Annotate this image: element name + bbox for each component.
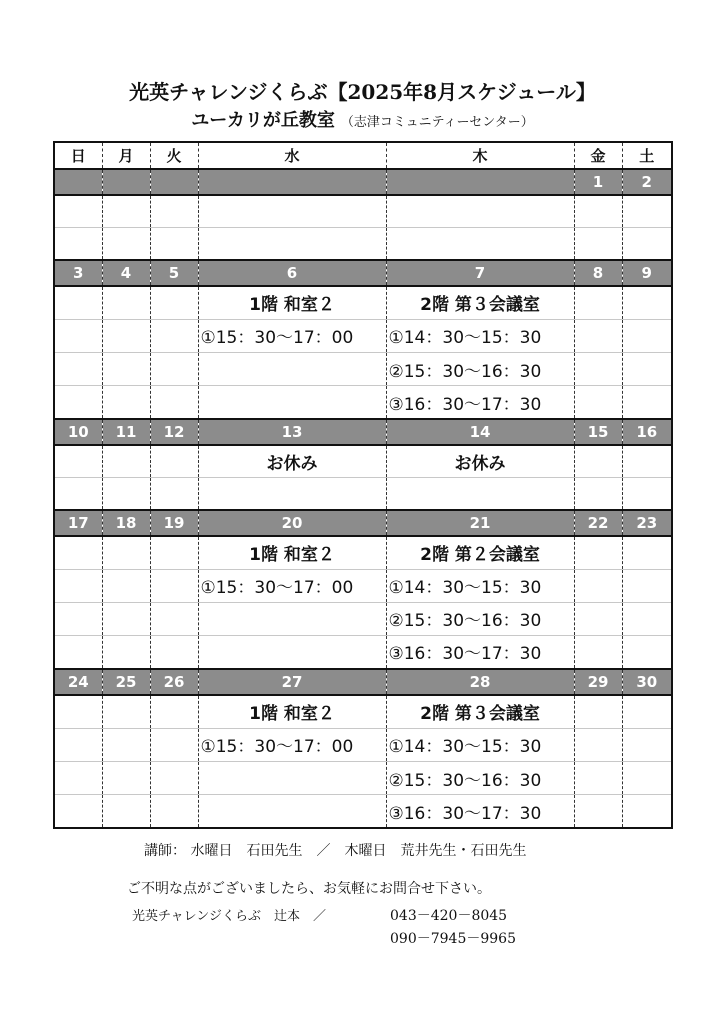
empty-cell <box>150 602 198 635</box>
date-cell: 14 <box>386 419 574 445</box>
wed-room-label: 1階 和室２ <box>198 695 386 728</box>
date-cell: 5 <box>150 260 198 286</box>
empty-cell <box>54 353 102 386</box>
empty-cell <box>574 477 622 509</box>
empty-cell <box>54 477 102 509</box>
date-cell: 20 <box>198 510 386 536</box>
empty-cell <box>54 319 102 352</box>
wed-session-time: ①15：30〜17：00 <box>198 728 386 761</box>
schedule-row <box>54 286 672 319</box>
dow-sat: 土 <box>622 142 672 169</box>
thu-session-time: ②15：30〜16：30 <box>386 761 574 794</box>
date-cell: 4 <box>102 260 150 286</box>
date-cell: 6 <box>198 260 386 286</box>
schedule-row <box>54 445 672 477</box>
empty-cell <box>198 386 386 419</box>
date-cell: 21 <box>386 510 574 536</box>
date-cell: 24 <box>54 669 102 695</box>
empty-cell <box>102 536 150 569</box>
empty-cell <box>198 228 386 260</box>
day-of-week-header <box>54 142 672 169</box>
empty-cell <box>574 795 622 828</box>
schedule-calendar <box>53 141 673 829</box>
empty-cell <box>102 319 150 352</box>
empty-cell <box>102 636 150 669</box>
empty-cell <box>574 386 622 419</box>
empty-cell <box>574 602 622 635</box>
date-cell: 9 <box>622 260 672 286</box>
empty-cell <box>150 569 198 602</box>
schedule-row <box>54 795 672 828</box>
thu-room-label <box>386 195 574 227</box>
date-cell: 18 <box>102 510 150 536</box>
contact-phone-2: 090－7945－9965 <box>390 931 516 947</box>
empty-cell <box>574 319 622 352</box>
date-row <box>54 260 672 286</box>
empty-cell <box>54 569 102 602</box>
date-cell: 13 <box>198 419 386 445</box>
date-cell: 27 <box>198 669 386 695</box>
date-cell: 30 <box>622 669 672 695</box>
empty-cell <box>54 536 102 569</box>
empty-cell <box>622 319 672 352</box>
date-cell: 19 <box>150 510 198 536</box>
empty-cell <box>150 195 198 227</box>
empty-cell <box>102 795 150 828</box>
date-cell: 7 <box>386 260 574 286</box>
date-cell: 17 <box>54 510 102 536</box>
schedule-title: 光英チャレンジくらぶ【2025年8月スケジュール】 <box>129 80 596 104</box>
thu-session-time: ③16：30〜17：30 <box>386 795 574 828</box>
wed-room-label: 1階 和室２ <box>198 286 386 319</box>
empty-cell <box>622 353 672 386</box>
empty-cell <box>102 195 150 227</box>
venue-name: （志津コミュニティーセンター） <box>340 115 534 130</box>
empty-cell <box>574 569 622 602</box>
empty-cell <box>574 728 622 761</box>
date-cell <box>150 169 198 195</box>
schedule-row <box>54 195 672 227</box>
empty-cell <box>622 761 672 794</box>
empty-cell <box>102 386 150 419</box>
empty-cell <box>54 728 102 761</box>
empty-cell <box>198 602 386 635</box>
empty-cell <box>102 695 150 728</box>
contact-name: 光英チャレンジくらぶ 辻本 ／ <box>132 909 326 924</box>
date-row <box>54 510 672 536</box>
schedule-row <box>54 228 672 260</box>
date-cell: 11 <box>102 419 150 445</box>
schedule-row <box>54 728 672 761</box>
empty-cell <box>150 286 198 319</box>
empty-cell <box>150 536 198 569</box>
empty-cell <box>102 569 150 602</box>
empty-cell <box>198 636 386 669</box>
schedule-row <box>54 477 672 509</box>
contact-phone-1: 043－420－8045 <box>390 908 508 924</box>
empty-cell <box>150 477 198 509</box>
dow-thu: 木 <box>386 142 574 169</box>
empty-cell <box>574 353 622 386</box>
empty-cell <box>150 636 198 669</box>
empty-cell <box>102 286 150 319</box>
date-cell: 29 <box>574 669 622 695</box>
empty-cell <box>54 386 102 419</box>
date-row <box>54 669 672 695</box>
thu-room-label: 2階 第３会議室 <box>386 286 574 319</box>
thu-room-label: 2階 第３会議室 <box>386 695 574 728</box>
empty-cell <box>622 536 672 569</box>
empty-cell <box>622 795 672 828</box>
thu-session-time: ①14：30〜15：30 <box>386 319 574 352</box>
empty-cell <box>198 477 386 509</box>
wed-room-label: お休み <box>198 445 386 477</box>
empty-cell <box>622 728 672 761</box>
schedule-row <box>54 536 672 569</box>
wed-room-label: 1階 和室２ <box>198 536 386 569</box>
schedule-row <box>54 602 672 635</box>
date-cell: 15 <box>574 419 622 445</box>
date-cell: 25 <box>102 669 150 695</box>
thu-room-label: お休み <box>386 445 574 477</box>
empty-cell <box>622 636 672 669</box>
instructors-note: 講師： 水曜日 石田先生 ／ 木曜日 荒井先生・石田先生 <box>144 843 527 859</box>
empty-cell <box>150 319 198 352</box>
empty-cell <box>622 195 672 227</box>
empty-cell <box>386 477 574 509</box>
empty-cell <box>622 695 672 728</box>
schedule-row <box>54 761 672 794</box>
empty-cell <box>622 228 672 260</box>
wed-session-time: ①15：30〜17：00 <box>198 319 386 352</box>
empty-cell <box>574 536 622 569</box>
thu-session-time: ①14：30〜15：30 <box>386 728 574 761</box>
date-cell: 23 <box>622 510 672 536</box>
empty-cell <box>574 228 622 260</box>
empty-cell <box>54 695 102 728</box>
empty-cell <box>54 795 102 828</box>
empty-cell <box>150 386 198 419</box>
empty-cell <box>102 761 150 794</box>
empty-cell <box>622 477 672 509</box>
thu-session-time: ②15：30〜16：30 <box>386 602 574 635</box>
empty-cell <box>150 353 198 386</box>
empty-cell <box>150 695 198 728</box>
dow-wed: 水 <box>198 142 386 169</box>
empty-cell <box>150 795 198 828</box>
empty-cell <box>150 728 198 761</box>
date-cell: 12 <box>150 419 198 445</box>
date-cell: 2 <box>622 169 672 195</box>
empty-cell <box>622 602 672 635</box>
empty-cell <box>574 195 622 227</box>
empty-cell <box>574 695 622 728</box>
schedule-row <box>54 636 672 669</box>
empty-cell <box>622 445 672 477</box>
empty-cell <box>574 761 622 794</box>
date-cell: 1 <box>574 169 622 195</box>
thu-session-time: ③16：30〜17：30 <box>386 386 574 419</box>
empty-cell <box>102 602 150 635</box>
empty-cell <box>54 228 102 260</box>
date-cell: 26 <box>150 669 198 695</box>
classroom-title <box>0 106 725 132</box>
schedule-row <box>54 353 672 386</box>
empty-cell <box>102 477 150 509</box>
empty-cell <box>622 286 672 319</box>
empty-cell <box>622 386 672 419</box>
empty-cell <box>54 445 102 477</box>
date-cell: 22 <box>574 510 622 536</box>
empty-cell <box>54 636 102 669</box>
empty-cell <box>198 795 386 828</box>
empty-cell <box>386 228 574 260</box>
schedule-row <box>54 695 672 728</box>
dow-sun: 日 <box>54 142 102 169</box>
empty-cell <box>198 761 386 794</box>
inquiry-note: ご不明な点がございましたら、お気軽にお問合せ下さい。 <box>127 881 491 897</box>
classroom-name: ユーカリが丘教室 <box>191 110 335 131</box>
empty-cell <box>102 228 150 260</box>
date-cell: 28 <box>386 669 574 695</box>
schedule-row <box>54 569 672 602</box>
empty-cell <box>54 195 102 227</box>
date-cell <box>54 169 102 195</box>
empty-cell <box>574 286 622 319</box>
thu-session-time: ③16：30〜17：30 <box>386 636 574 669</box>
date-row <box>54 169 672 195</box>
empty-cell <box>574 445 622 477</box>
wed-session-time: ①15：30〜17：00 <box>198 569 386 602</box>
empty-cell <box>54 761 102 794</box>
thu-session-time: ②15：30〜16：30 <box>386 353 574 386</box>
wed-room-label <box>198 195 386 227</box>
date-cell <box>102 169 150 195</box>
empty-cell <box>54 602 102 635</box>
empty-cell <box>622 569 672 602</box>
empty-cell <box>150 761 198 794</box>
schedule-row <box>54 319 672 352</box>
empty-cell <box>102 445 150 477</box>
empty-cell <box>150 228 198 260</box>
dow-tue: 火 <box>150 142 198 169</box>
schedule-row <box>54 386 672 419</box>
empty-cell <box>102 728 150 761</box>
date-cell <box>198 169 386 195</box>
empty-cell <box>54 286 102 319</box>
empty-cell <box>102 353 150 386</box>
thu-session-time: ①14：30〜15：30 <box>386 569 574 602</box>
empty-cell <box>198 353 386 386</box>
date-cell: 16 <box>622 419 672 445</box>
empty-cell <box>574 636 622 669</box>
empty-cell <box>150 445 198 477</box>
date-cell: 8 <box>574 260 622 286</box>
date-row <box>54 419 672 445</box>
dow-fri: 金 <box>574 142 622 169</box>
date-cell: 3 <box>54 260 102 286</box>
date-cell: 10 <box>54 419 102 445</box>
dow-mon: 月 <box>102 142 150 169</box>
thu-room-label: 2階 第２会議室 <box>386 536 574 569</box>
date-cell <box>386 169 574 195</box>
